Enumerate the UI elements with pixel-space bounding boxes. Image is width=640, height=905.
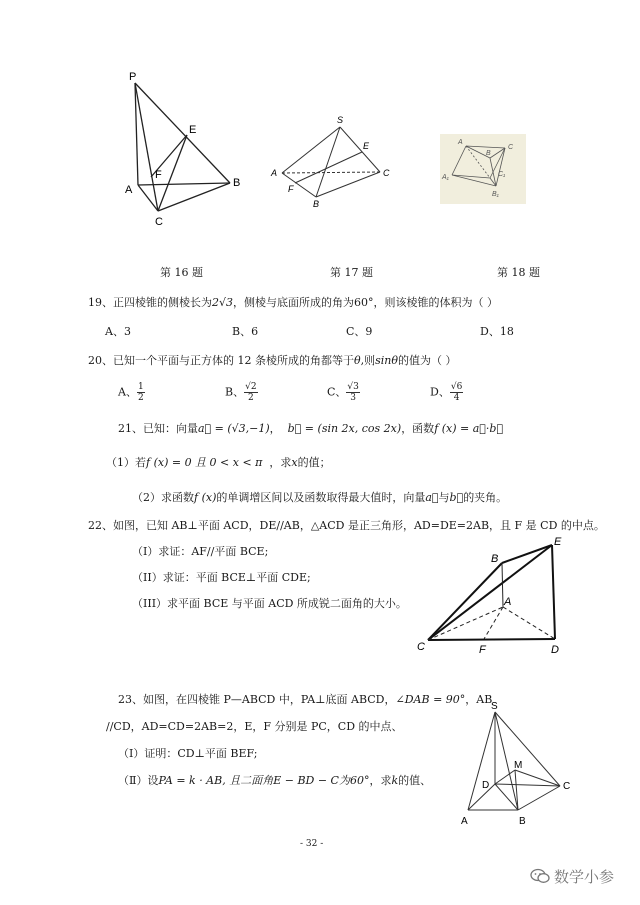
wechat-icon [530,868,550,888]
fig22-label-c: C [417,641,425,653]
q19-math-length: 2√3 [212,296,234,309]
fig23-label-a: A [461,816,468,827]
q20-option-d: D、 $\frac{√6}{4}$ [430,382,463,403]
q23-item-2: （Ⅱ）设PA = k · AB, 且二面角E − BD − C为60°，求k的值、 [118,774,432,787]
fig22-label-a: A [504,596,512,608]
watermark-text: 数学小参 [554,868,615,886]
q21-part2: （2）求函数f (x)的单调增区间以及函数取得最大值时，向量a⃗与b⃗的夹角。 [132,491,508,504]
q21-vector-a: a⃗ = (√3,−1) [198,422,270,435]
fig23-label-c: C [563,781,571,792]
q19-option-c: C、9 [346,325,373,338]
fig17-label-c: C [383,168,390,178]
page-number: - 32 - [300,839,324,849]
fig17-label-b: B [313,199,320,209]
fig22-label-f: F [479,644,486,656]
fig23-label-s: S [491,701,498,712]
q22-item-1: （I）求证：AF//平面 BCE; [132,545,269,558]
q20-stem: 20、已知一个平面与正方体的 12 条棱所成的角都等于θ,则sinθ的值为（ ） [88,354,457,367]
q19-option-d: D、18 [480,325,514,338]
fig18-label-b1: B₁ [492,191,499,198]
fig16-label-b: B [233,177,241,189]
fig16-label-f: F [155,169,162,181]
fig17-label-a: A [271,168,278,178]
figure-16 [115,65,250,230]
q20-option-c: C、 $\frac{√3}{3}$ [327,382,359,403]
q19-stem: 19、正四棱锥的侧棱长为2√3，侧棱与底面所成的角为60°，则该棱锥的体积为（ ） [88,296,499,309]
fig18-label-a: A [458,139,463,146]
q23-item-1: （Ⅰ）证明：CD⊥平面 BEF; [118,747,258,760]
q22-stem: 22、如图，已知 AB⊥平面 ACD，DE//AB，△ACD 是正三角形，AD=DE=2AB，且 F 是 CD 的中点。 [88,519,605,532]
q22-item-3: （III）求平面 BCE 与平面 ACD 所成锐二面角的大小。 [132,597,407,610]
q23-stem-line2: //CD，AD=CD=2AB=2，E，F 分别是 PC，CD 的中点、 [106,720,403,733]
figure-22 [415,535,575,657]
q19-math-angle: 60° [354,296,374,309]
caption-16: 第 16 题 [160,266,203,279]
fig18-label-c1: C₁ [498,171,506,178]
fig22-label-d: D [551,644,559,656]
q19-option-a: A、3 [105,325,131,338]
caption-17: 第 17 题 [330,266,373,279]
fig23-label-b: B [519,816,526,827]
q23-stem: 23、如图，在四棱锥 P—ABCD 中，PA⊥底面 ABCD，∠DAB = 90°，AB [118,693,493,706]
fig16-label-a: A [125,184,133,196]
fig16-label-e: E [189,124,197,136]
fig16-label-c: C [155,216,163,228]
q22-item-2: （II）求证：平面 BCE⊥平面 CDE; [132,571,311,584]
fig23-label-m: M [514,760,523,771]
figure-18 [438,132,528,207]
fig22-label-b: B [491,553,499,565]
fig17-label-f: F [288,184,294,194]
figure-23 [455,700,590,830]
q19-option-b: B、6 [232,325,259,338]
fig17-label-s: S [337,115,344,125]
fig18-label-a1: A₁ [442,174,449,181]
q20-option-b: B、 $\frac{√2}{2}$ [225,382,257,403]
q21-part1: （1）若f (x) = 0 且 0 < x < π ，求x的值； [106,456,331,469]
q21-function: f (x) = a⃗·b⃗ [434,422,504,435]
q21-stem: 21、已知：向量a⃗ = (√3,−1)， b⃗ = (sin 2x, cos 2x)，函数f (x) = a⃗·b⃗ [118,422,504,435]
fig18-label-c: C [508,144,514,151]
q21-vector-b: b⃗ = (sin 2x, cos 2x) [287,422,402,435]
watermark [530,866,614,888]
fig17-label-e: E [363,141,370,151]
q20-option-a: A、 $\frac{1}{2}$ [118,382,144,403]
figure-17 [265,110,400,210]
fig16-label-p: P [129,71,137,83]
fig23-label-d: D [482,780,490,791]
caption-18: 第 18 题 [497,266,540,279]
fig18-label-b: B [486,150,491,157]
fig22-label-e: E [554,536,562,548]
